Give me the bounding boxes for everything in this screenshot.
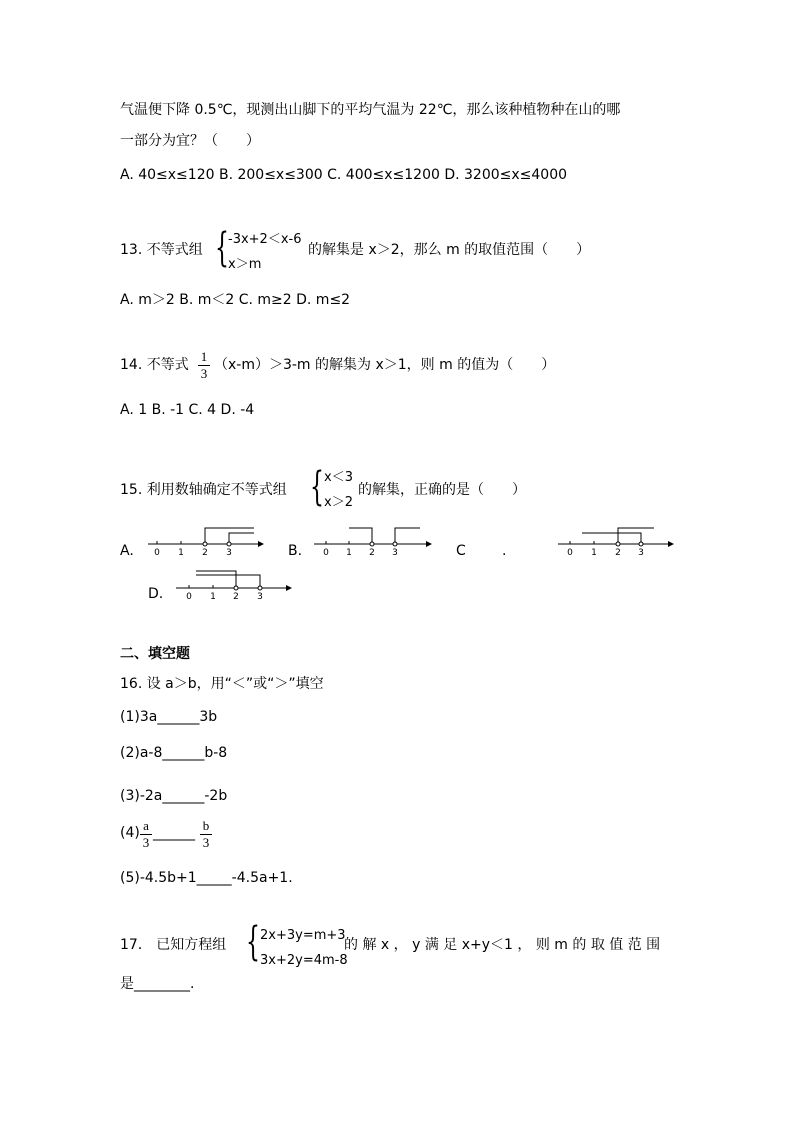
- tick-label: 0: [186, 592, 192, 602]
- q15-option-c-label: C: [456, 543, 466, 559]
- q17-line2: 是________.: [120, 976, 195, 992]
- q14-fraction: [198, 349, 210, 382]
- q13-options: A. m＞2 B. m＜2 C. m≥2 D. m≤2: [120, 292, 351, 308]
- q15-option-c-dot: .: [502, 543, 507, 559]
- q16-part4-blank: ______: [153, 825, 195, 841]
- q16-part3: (3)-2a______-2b: [120, 788, 228, 804]
- fraction-denominator: 3: [140, 834, 152, 851]
- q16-part5: (5)-4.5b+1_____-4.5a+1.: [120, 870, 293, 886]
- tick-label: 2: [233, 592, 239, 602]
- q16-part4-fraction-b: [200, 818, 212, 851]
- q17-system-line1: 2x+3y=m+3: [260, 928, 346, 943]
- q16-part4-prefix: (4): [120, 825, 140, 841]
- fraction-numerator: a: [143, 818, 149, 833]
- tick-label: 2: [615, 548, 621, 558]
- q13-suffix: 的解集是 x＞2，那么 m 的取值范围（ ）: [308, 242, 591, 258]
- q14-suffix: （x-m）＞3-m 的解集为 x＞1，则 m 的值为（ ）: [214, 357, 556, 373]
- q12-line2: 一部分为宜？（ ）: [120, 133, 260, 149]
- tick-label: 0: [323, 548, 329, 558]
- q14-options: A. 1 B. -1 C. 4 D. -4: [120, 402, 255, 418]
- q13-prefix: 13. 不等式组: [120, 242, 203, 258]
- q16-stem: 16. 设 a＞b，用“＜”或“＞”填空: [120, 676, 324, 692]
- tick-label: 2: [202, 548, 208, 558]
- q15-option-d-numberline: [174, 566, 296, 602]
- q15-option-b-numberline: [312, 522, 434, 558]
- tick-label: 1: [346, 548, 352, 558]
- fraction-denominator: 3: [200, 834, 212, 851]
- tick-label: 0: [154, 548, 160, 558]
- tick-label: 3: [392, 548, 398, 558]
- q12-line1: 气温便下降 0.5℃，现测出山脚下的平均气温为 22℃，那么该种植物种在山的哪: [120, 102, 621, 118]
- q13-system-line2: x＞m: [228, 257, 262, 272]
- q17-suffix: 的 解 x ， y 满 足 x+y＜1 ， 则 m 的 取 值 范 围: [344, 937, 661, 953]
- q13-system-line1: -3x+2＜x-6: [228, 232, 302, 247]
- q16-part4-fraction-a: [140, 818, 152, 851]
- section-title-fill-in: 二、填空题: [120, 646, 190, 662]
- tick-label: 2: [369, 548, 375, 558]
- q17-brace: {: [246, 919, 260, 965]
- q15-option-a-label: A.: [120, 543, 134, 559]
- tick-label: 1: [591, 548, 597, 558]
- q14-fraction-denominator: 3: [198, 365, 210, 382]
- q15-prefix: 15. 利用数轴确定不等式组: [120, 482, 287, 498]
- q15-system-line2: x＞2: [324, 495, 353, 510]
- q15-suffix: 的解集，正确的是（ ）: [358, 482, 526, 498]
- q15-system-line1: x＜3: [324, 470, 353, 485]
- q15-option-b-label: B.: [288, 543, 303, 559]
- q12-options: A. 40≤x≤120 B. 200≤x≤300 C. 400≤x≤1200 D. 3200≤x≤4000: [120, 167, 568, 183]
- tick-label: 3: [638, 548, 644, 558]
- tick-label: 1: [210, 592, 216, 602]
- tick-label: 1: [178, 548, 184, 558]
- q16-part1: (1)3a______3b: [120, 709, 218, 725]
- q17-prefix: 17． 已知方程组: [120, 937, 227, 953]
- q16-part2: (2)a-8______b-8: [120, 745, 228, 761]
- tick-label: 3: [226, 548, 232, 558]
- q13-brace: {: [215, 225, 229, 271]
- q15-option-d-label: D.: [148, 586, 164, 602]
- fraction-numerator: b: [202, 818, 210, 833]
- tick-label: 0: [567, 548, 573, 558]
- q15-option-a-numberline: [146, 522, 266, 558]
- q14-fraction-numerator: 1: [200, 349, 208, 364]
- tick-label: 3: [257, 592, 263, 602]
- q15-brace: {: [310, 464, 324, 510]
- q15-option-c-numberline: [556, 522, 676, 558]
- q14-prefix: 14. 不等式: [120, 357, 189, 373]
- q17-system-line2: 3x+2y=4m-8: [260, 953, 348, 968]
